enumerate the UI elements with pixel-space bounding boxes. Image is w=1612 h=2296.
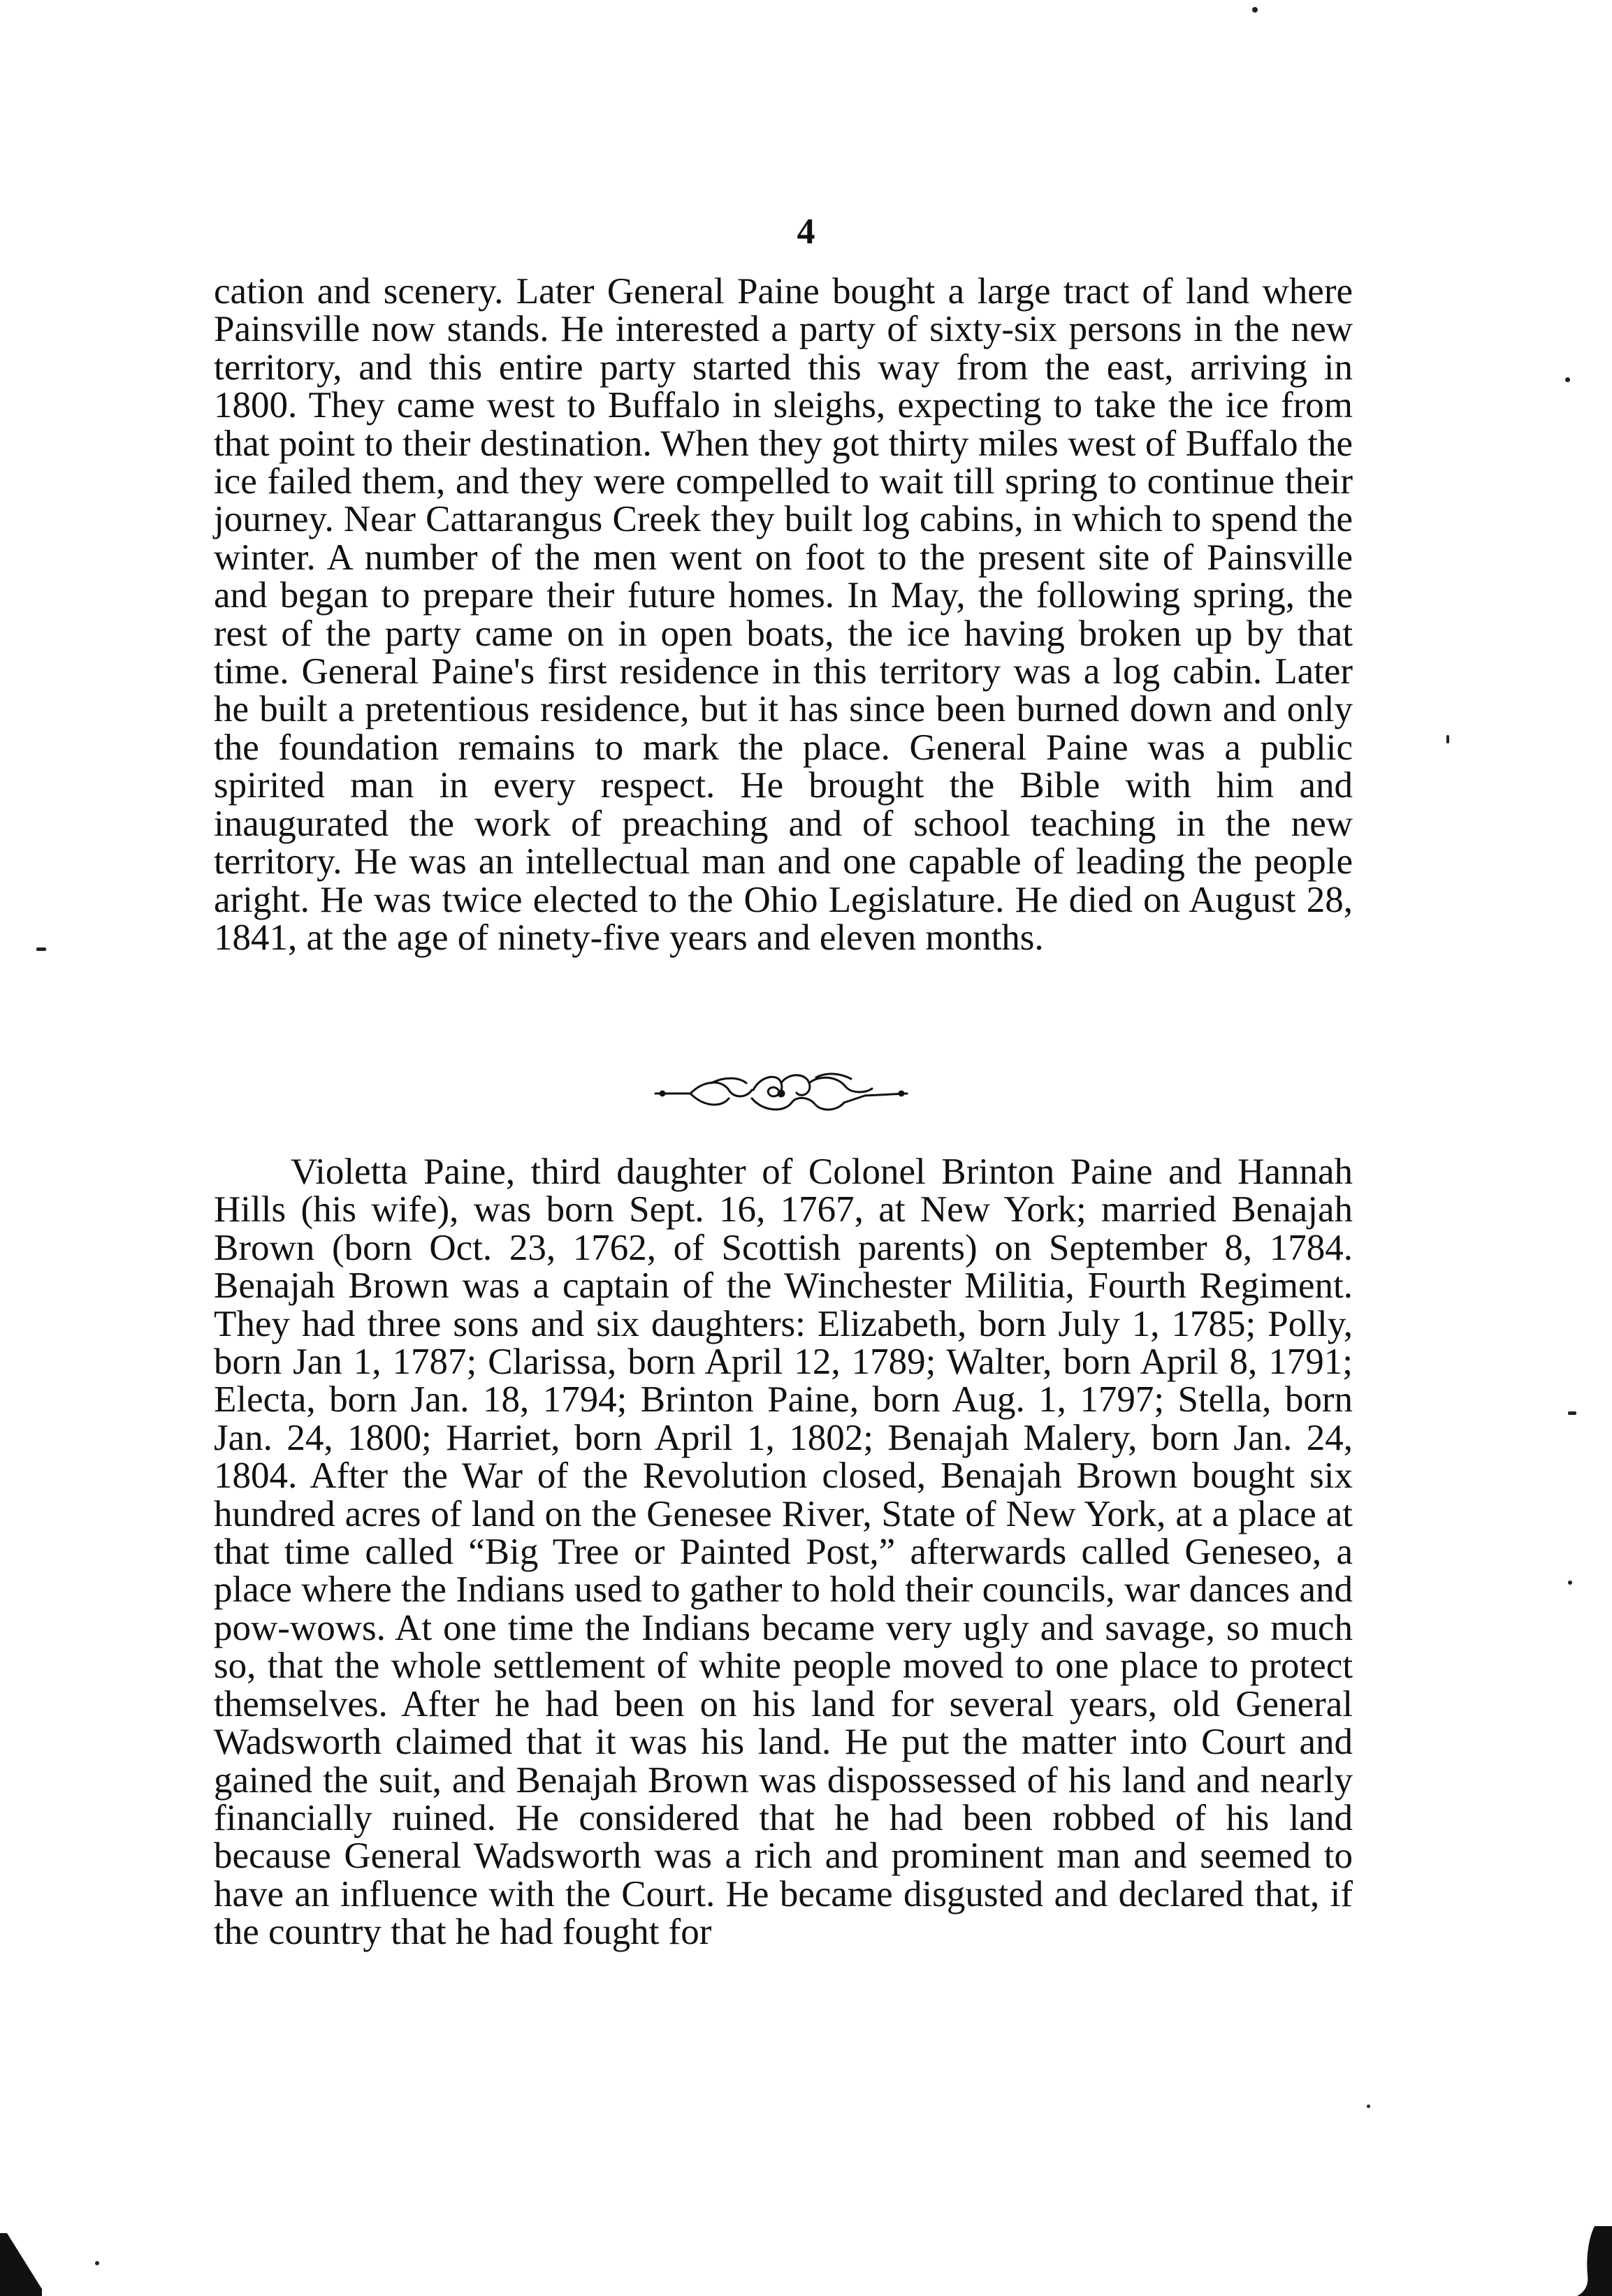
decorative-scroll-ornament-icon — [641, 1062, 921, 1125]
scan-speck — [1367, 2105, 1370, 2108]
scan-speck — [1565, 377, 1570, 382]
scan-edge-mark — [1574, 2226, 1612, 2296]
scan-speck — [36, 947, 46, 951]
page-number: 4 — [797, 212, 815, 252]
body-paragraph-paine-biography: cation and scenery. Later General Paine bought a large tract of land where Painsville now stands. He interested a party of sixty-six persons in the new territory, and this entire party started this way from the east, arriving in 1800. They came west to Buffalo in sleighs, expecting to take the ice from that point to their destination. When they got thirty miles west of Buffalo the ice failed them, and they were compelled to wait till spring to continue their journey. Near Cattarangus Creek they built log cabins, in which to spend the winter. A number of the men went on foot to the present site of Painsville and began to prepare their future homes. In May, the following spring, the rest of the party came on in open boats, the ice having broken up by that time. General Paine's first residence in this territory was a log cabin. Later he built a pretentious residence, but it has since been burned down and only the foundation remains to mark the place. General Paine was a public spirited man in every respect. He brought the Bible with him and inaugurated the work of preaching and of school teaching in the new territory. He was an intellectual man and one capable of leading the people aright. He was twice elected to the Ohio Legislature. He died on August 28, 1841, at the age of ninety-five years and eleven months. — [214, 271, 1353, 958]
scan-speck — [1446, 735, 1449, 743]
scan-speck — [95, 2261, 99, 2265]
body-paragraph-violetta-paine: Violetta Paine, third daughter of Colonel Brinton Paine and Hannah Hills (his wife), was born Sept. 16, 1767, at New York; married Benajah Brown (born Oct. 23, 1762, of Scottish parents) on September 8, 1784. Benajah Brown was a captain of the Winchester Militia, Fourth Regiment. They had three sons and six daughters: Elizabeth, born July 1, 1785; Polly, born Jan 1, 1787; Clarissa, born April 12, 1789; Walter, born April 8, 1791; Electa, born Jan. 18, 1794; Brinton Paine, born Aug. 1, 1797; Stella, born Jan. 24, 1800; Harriet, born April 1, 1802; Benajah Malery, born Jan. 24, 1804. After the War of the Revolution closed, Benajah Brown bought six hundred acres of land on the Genesee River, State of New York, at a place at that time called “Big Tree or Painted Post,” afterwards called Geneseo, a place where the Indians used to gather to hold their councils, war dances and pow-wows. At one time the Indians became very ugly and savage, so much so, that the whole settlement of white people moved to one place to protect themselves. After he had been on his land for several years, old General Wadsworth claimed that it was his land. He put the matter into Court and gained the suit, and Benajah Brown was dispossessed of his land and nearly financially ruined. He considered that he had been robbed of his land because General Wadsworth was a rich and prominent man and seemed to have an influence with the Court. He became disgusted and declared that, if the country that he had fought for — [214, 1151, 1353, 1953]
scan-speck — [1568, 1411, 1576, 1415]
scan-speck — [1252, 7, 1258, 13]
scan-corner-mark — [0, 2226, 49, 2296]
scan-speck — [1568, 1581, 1572, 1585]
